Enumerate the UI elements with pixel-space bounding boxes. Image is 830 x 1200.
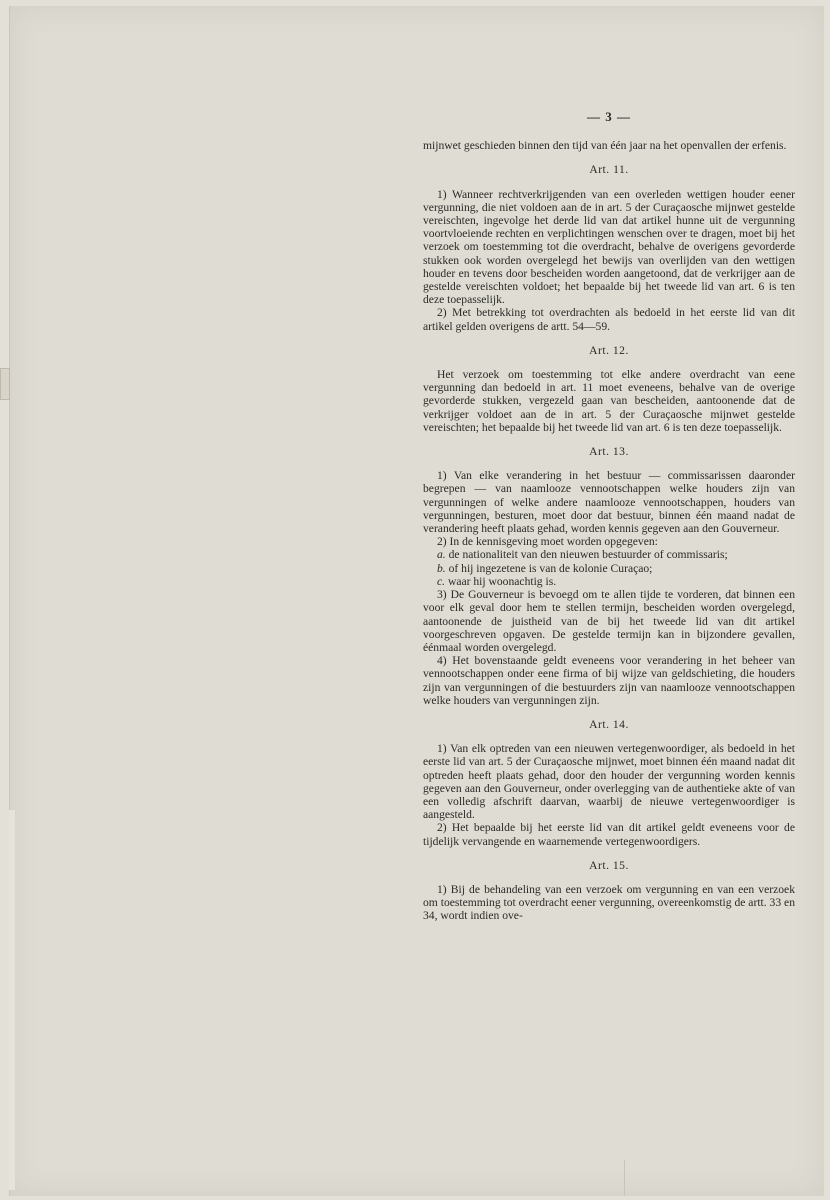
fold-mark [624,1160,625,1196]
paragraph: 3) De Gouverneur is bevoegd om te allen tijde te vorderen, dat binnen een voor elk geval door hem te stellen termijn, bescheiden worden overgelegd, aantoonende de juistheid van de bij het tweede lid van dit artikel voorgeschreven opgaven. De gestelde termijn kan in bijzondere gevallen, éénmaal worden overgelegd. [423,588,795,654]
list-text: of hij ingezetene is van de kolonie Curaçao; [448,561,653,575]
list-letter: c. [437,574,446,588]
article-heading: Art. 11. [589,163,629,177]
paragraph: 1) Van elk optreden van een nieuwen vertegenwoordiger, als bedoeld in het eerste lid van art. 5 der Curaçaosche mijnwet, moet binnen één maand nadat dit optreden heeft plaats gehad, door den houder der vergunning worden kennis gegeven aan den Gouverneur, onder overlegging van de authentieke akte of van een volledig afschrift daarvan, waarbij de nieuwe vertegenwoordiger is aangesteld. [423,742,795,822]
document-body [423,139,795,922]
paragraph: Het verzoek om toestemming tot elke andere overdracht van eene vergunning dan bedoeld in art. 11 moet eveneens, behalve van de overige gevorderde stukken, vergezeld gaan van bescheiden, aantoonende dat de verkrijger voldoet aan de in art. 5 der Curaçaosche mijnwet gestelde vereischten; het bepaalde bij het tweede lid van art. 6 is ten deze toepasselijk. [423,368,795,434]
list-text: waar hij woonachtig is. [447,574,557,588]
page-number: — 3 — [587,109,631,124]
torn-edge [9,810,15,1190]
paragraph: mijnwet geschieden binnen den tijd van één jaar na het openvallen der erfenis. [423,139,787,153]
paragraph: 2) Het bepaalde bij het eerste lid van dit artikel geldt eveneens voor de tijdelijk vervangende en waarnemende vertegenwoordigers. [423,821,795,848]
list-item [423,575,795,588]
paragraph: 1) Bij de behandeling van een verzoek om vergunning en van een verzoek om toestemming tot overdracht eener vergunning, overeenkomstig de artt. 33 en 34, wordt indien ove- [423,882,795,923]
paragraph: 1) Van elke verandering in het bestuur — commissarissen daaronder begrepen — van naamlooze vennootschappen welke houders zijn van vergunningen of welke andere naamlooze vennootschappen, houders van vergunningen, besturen, moet door dat bestuur, binnen één maand nadat de verandering heeft plaats gehad, worden kennis gegeven aan den Gouverneur. [423,469,795,536]
paragraph: 2) In de kennisgeving moet worden opgegeven: [437,535,658,549]
paragraph: 2) Met betrekking tot overdrachten als bedoeld in het eerste lid van dit artikel gelden overigens de artt. 54—59. [423,306,795,333]
list-item [423,548,795,561]
article-heading: Art. 12. [589,343,629,357]
list-item [423,562,795,575]
list-letter: b. [437,561,446,575]
article-heading: Art. 14. [589,717,629,731]
list-letter: a. [437,548,446,562]
list-text: de nationaliteit van den nieuwen bestuurder of commissaris; [448,548,728,562]
article-heading: Art. 13. [589,445,629,459]
paragraph: 1) Wanneer rechtverkrijgenden van een overleden wettigen houder eener vergunning, die niet voldoen aan de in art. 5 der Curaçaosche mijnwet gestelde vereischten, ingevolge het derde lid van dat artikel hunne uit de vergunning voortvloeiende rechten en verplichtingen wenschen over te dragen, moet bij het verzoek om toestemming tot die overdracht, behalve de overigens gevorderde stukken ook worden overgelegd het bewijs van overlijden van den wettigen houder en tevens door bescheiden worden aangetoond, dat de verkrijger aan de gestelde vereischten voldoet; het bepaalde bij het tweede lid van art. 6 is ten deze toepasselijk. [423,187,795,307]
text-column [423,110,795,923]
paragraph: 4) Het bovenstaande geldt eveneens voor verandering in het beheer van vennootschappen onder eene firma of bij wijze van geldschieting, die houders zijn van vergunningen of die bestuurders zijn van naamlooze vennootschappen welke houders van vergunningen zijn. [423,654,795,707]
article-heading: Art. 15. [589,858,629,872]
paper-tab [0,368,10,400]
